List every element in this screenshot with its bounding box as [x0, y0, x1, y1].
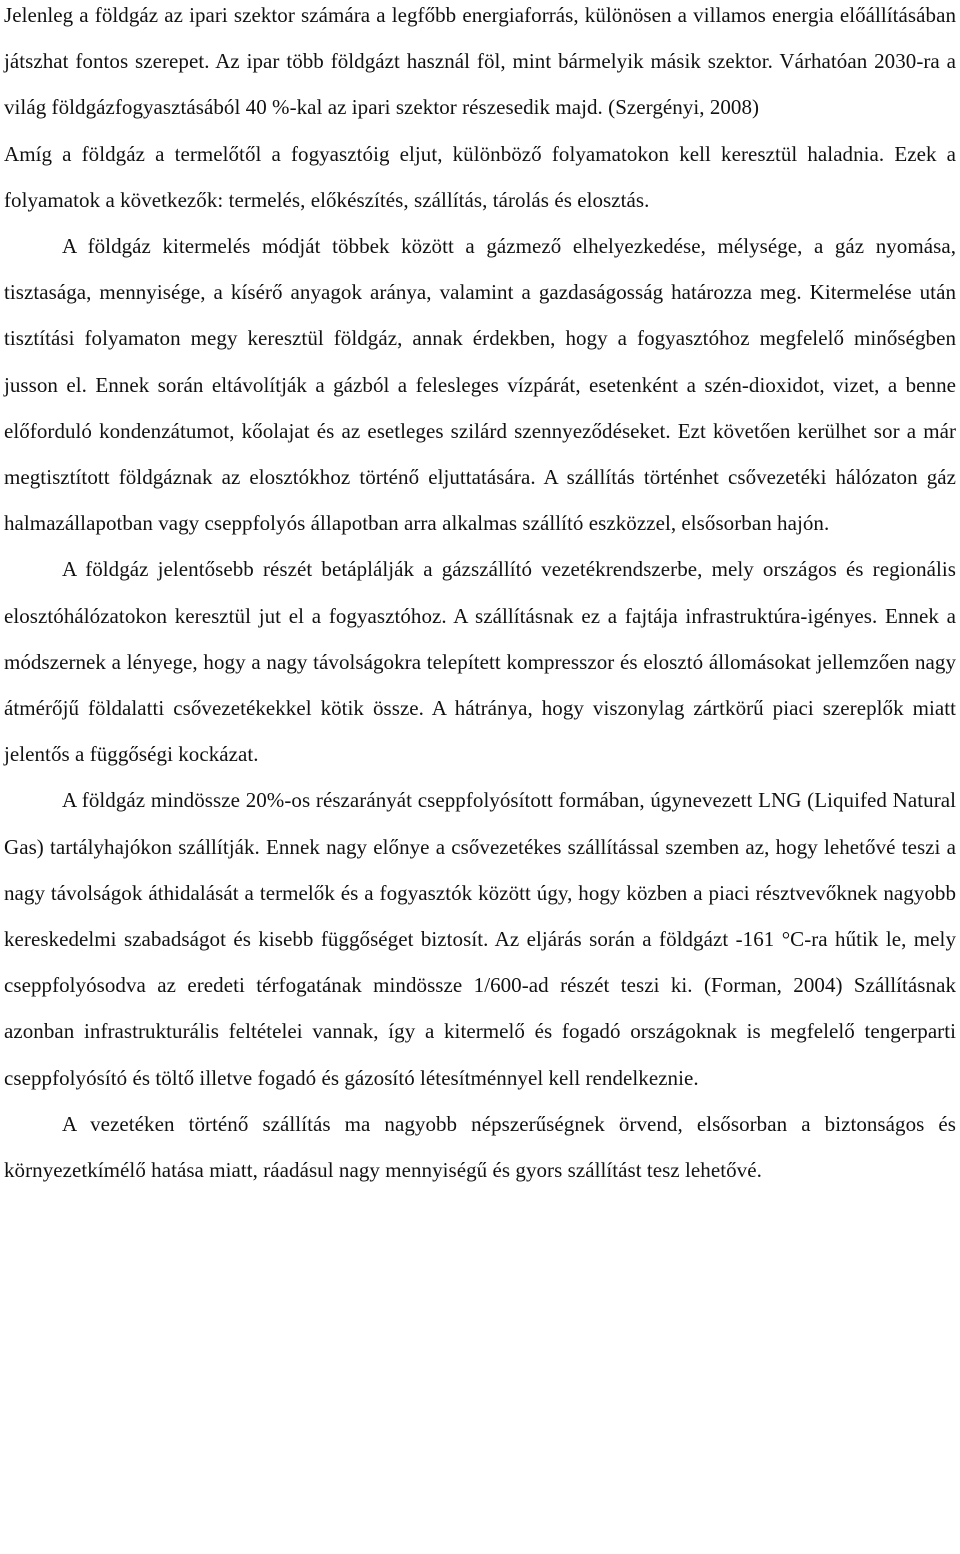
document-page	[4, 0, 956, 1193]
paragraph-pipeline: A földgáz jelentősebb részét betáplálják a gázszállító vezetékrendszerbe, mely országos és regionális elosztóhálózatokon keresztül jut el a fogyasztóhoz. A szállításnak ez a fajtája infrastruktúra-igényes. Ennek a módszernek a lényege, hogy a nagy távolságokra telepített kompresszor és elosztó állomásokat jellemzően nagy átmérőjű földalatti csővezetékekkel kötik össze. A hátránya, hogy viszonylag zártkörű piaci szereplők miatt jelentős a függőségi kockázat.	[4, 557, 956, 767]
paragraph-process-stages: Amíg a földgáz a termelőtől a fogyasztóig eljut, különböző folyamatokon kell keresztül haladnia. Ezek a folyamatok a következők: termelés, előkészítés, szállítás, tárolás és elosztás.	[4, 141, 956, 212]
paragraph-industrial-use: Jelenleg a földgáz az ipari szektor számára a legfőbb energiaforrás, különösen a villamos energia előállításában játszhat fontos szerepet. Az ipar több földgázt használ föl, mint bármelyik másik szektor. Várhatóan 2030-ra a világ földgázfogyasztásából 40 %-kal az ipari szektor részesedik majd. (Szergényi, 2008)	[4, 3, 956, 120]
paragraph-lng: A földgáz mindössze 20%-os részarányát cseppfolyósított formában, úgynevezett LNG (Liquifed Natural Gas) tartályhajókon szállítják. Ennek nagy előnye a csővezetékes szállítással szemben az, hogy lehetővé teszi a nagy távolságok áthidalását a termelők és a fogyasztók között úgy, hogy közben a piaci résztvevőknek nagyobb kereskedelmi szabadságot és kisebb függőséget biztosít. Az eljárás során a földgázt -161 °C-ra hűtik le, mely cseppfolyósodva az eredeti térfogatának mindössze 1/600-ad részét teszi ki. (Forman, 2004) Szállításnak azonban infrastrukturális feltételei vannak, így a kitermelő és fogadó országoknak is megfelelő tengerparti cseppfolyósító és töltő illetve fogadó és gázosító létesítménnyel kell rendelkeznie.	[4, 788, 956, 1090]
paragraph-extraction: A földgáz kitermelés módját többek között a gázmező elhelyezkedése, mélysége, a gáz nyomása, tisztasága, mennyisége, a kísérő anyagok aránya, valamint a gazdaságosság határozza meg. Kitermelése után tisztítási folyamaton megy keresztül földgáz, annak érdekben, hogy a fogyasztóhoz megfelelő minőségben jusson el. Ennek során eltávolítják a gázból a felesleges vízpárát, esetenként a szén-dioxidot, vizet, a benne előforduló kondenzátumot, kőolajat és az esetleges szilárd szennyeződéseket. Ezt követően kerülhet sor a már megtisztított földgáznak az elosztókhoz történő eljuttatására. A szállítás történhet csővezetéki hálózaton gáz halmazállapotban vagy cseppfolyós állapotban arra alkalmas szállító eszközzel, elsősorban hajón.	[4, 234, 956, 536]
paragraph-pipeline-popularity: A vezetéken történő szállítás ma nagyobb népszerűségnek örvend, elsősorban a biztonságos és környezetkímélő hatása miatt, ráadásul nagy mennyiségű és gyors szállítást tesz lehetővé.	[4, 1111, 956, 1183]
